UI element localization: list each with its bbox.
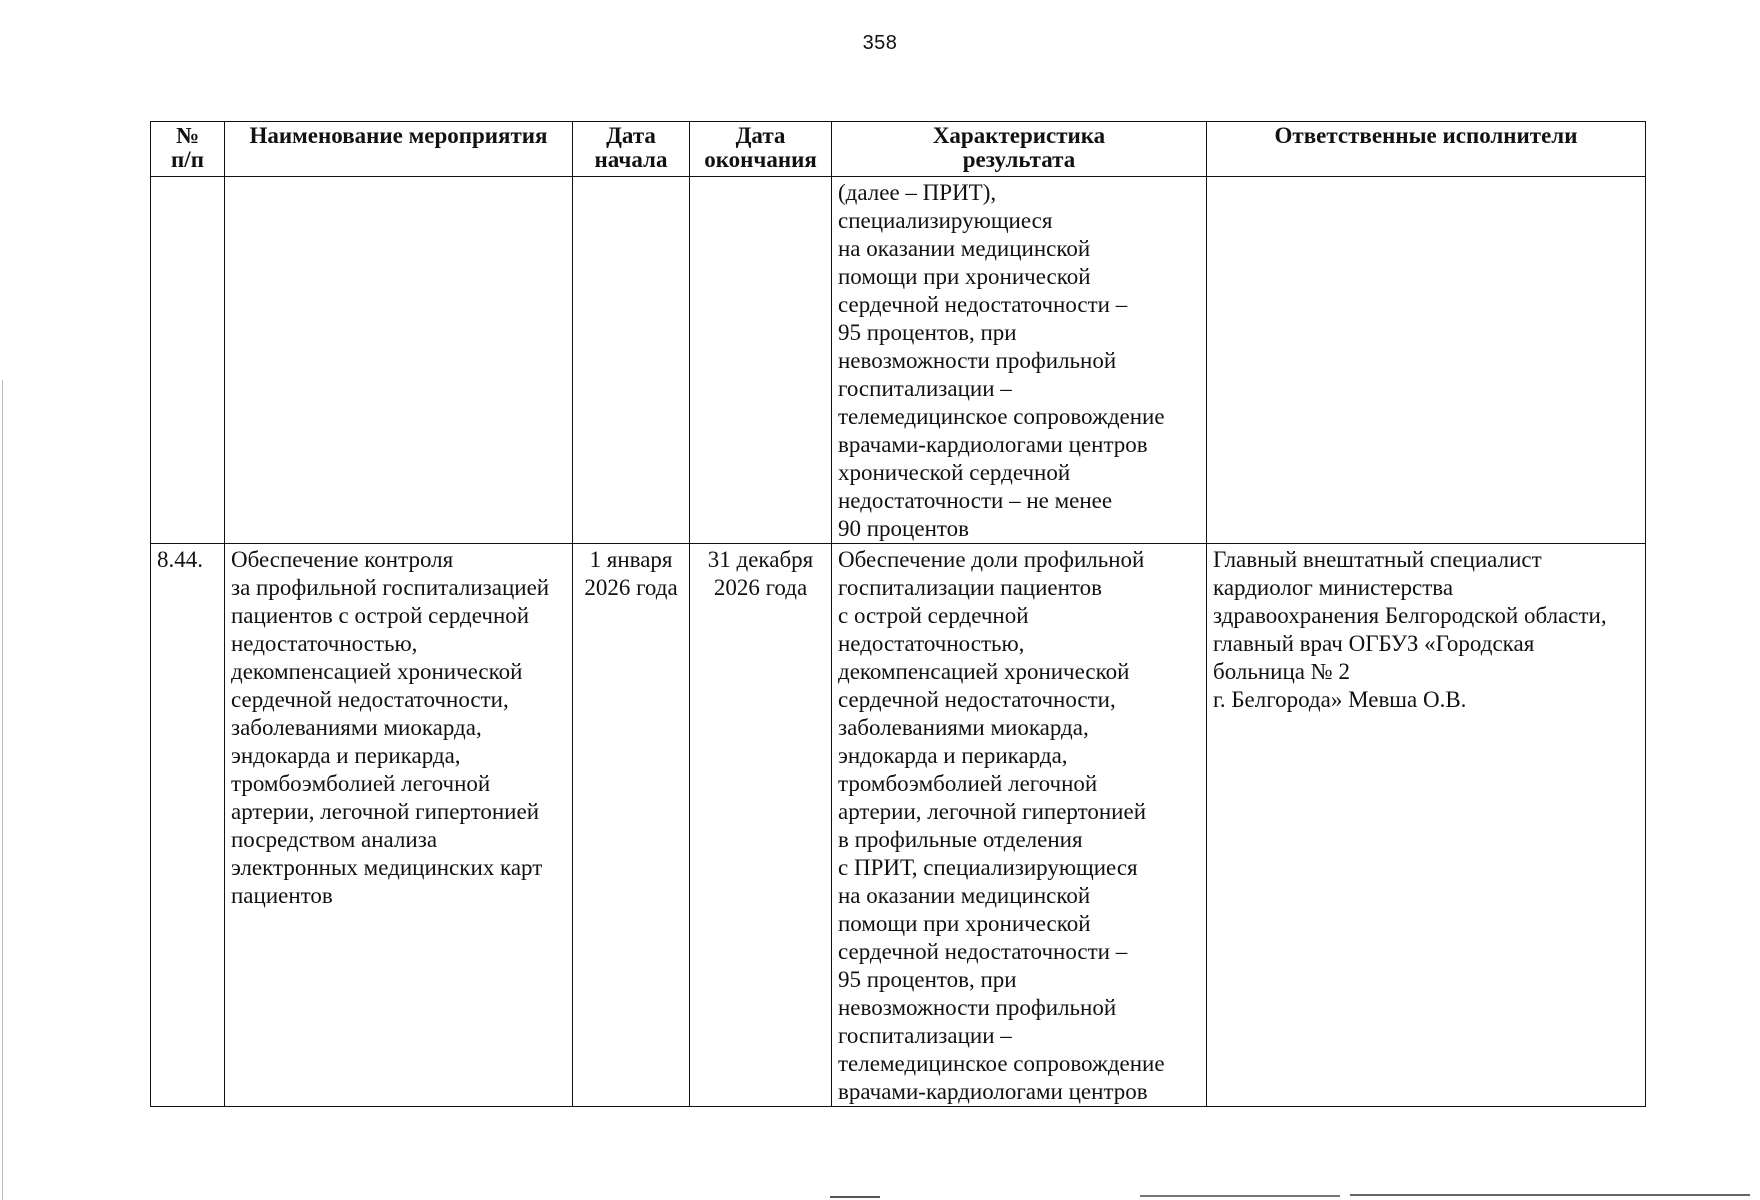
scan-artifact-line [1350,1194,1750,1196]
cell-name: Обеспечение контроля за профильной госпитализацией пациентов с острой сердечной недостаточностью, декомпенсацией хронической сердечной недостаточности, заболеваниями миокарда, эндокарда и перикарда, тромбоэмболией легочной артерии, легочной гипертонией посредством анализа электронных медицинских карт пациентов [225,544,573,1107]
cell-end-date [690,177,832,544]
cell-start-date: 1 января 2026 года [573,544,690,1107]
scan-artifact-line [1140,1195,1340,1197]
cell-responsible [1207,177,1646,544]
scan-artifact-edge [2,380,3,1200]
events-table [150,121,1646,1107]
table-row [151,177,1646,544]
cell-name [225,177,573,544]
cell-num [151,177,225,544]
header-responsible: Ответственные исполнители [1207,122,1646,177]
cell-responsible: Главный внештатный специалист кардиолог министерства здравоохранения Белгородской области, главный врач ОГБУЗ «Городская больница № 2 г. Белгорода» Мевша О.В. [1207,544,1646,1107]
header-num: № п/п [151,122,225,177]
cell-start-date [573,177,690,544]
scan-artifact-line [830,1196,880,1198]
cell-result: Обеспечение доли профильной госпитализации пациентов с острой сердечной недостаточностью, декомпенсацией хронической сердечной недостаточности, заболеваниями миокарда, эндокарда и перикарда, тромбоэмболией легочной артерии, легочной гипертонией в профильные отделения с ПРИТ, специализирующиеся на оказании медицинской помощи при хронической сердечной недостаточности – 95 процентов, при невозможности профильной госпитализации – телемедицинское сопровождение врачами-кардиологами центров [832,544,1207,1107]
header-name: Наименование мероприятия [225,122,573,177]
page-number: 358 [862,32,898,54]
header-start-date: Дата начала [573,122,690,177]
header-result: Характеристика результата [832,122,1207,177]
cell-end-date: 31 декабря 2026 года [690,544,832,1107]
header-end-date: Дата окончания [690,122,832,177]
table-row [151,544,1646,1107]
cell-result: (далее – ПРИТ), специализирующиеся на оказании медицинской помощи при хронической сердечной недостаточности – 95 процентов, при невозможности профильной госпитализации – телемедицинское сопровождение врачами-кардиологами центров хронической сердечной недостаточности – не менее 90 процентов [832,177,1207,544]
cell-num: 8.44. [151,544,225,1107]
table-header-row [151,122,1646,177]
